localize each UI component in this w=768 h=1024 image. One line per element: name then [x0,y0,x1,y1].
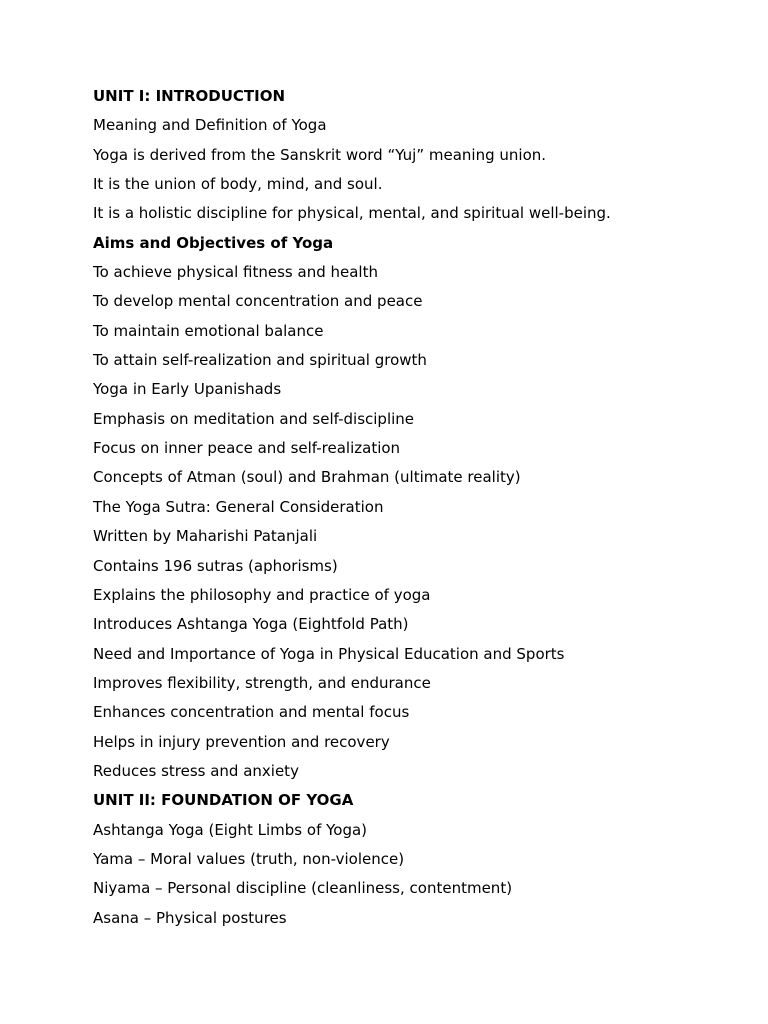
section-heading: UNIT I: INTRODUCTION [93,87,285,105]
text-line: It is the union of body, mind, and soul. [93,175,383,194]
text-line: To maintain emotional balance [93,321,324,340]
text-line: The Yoga Sutra: General Consideration [93,497,384,516]
text-line: Reduces stress and anxiety [93,761,299,780]
text-line: Focus on inner peace and self-realization [93,439,401,458]
text-line: Emphasis on meditation and self-discipline [93,409,415,428]
text-line: Introduces Ashtanga Yoga (Eightfold Path) [93,615,409,634]
text-line: Ashtanga Yoga (Eight Limbs of Yoga) [93,820,368,839]
text-line: Explains the philosophy and practice of yoga [93,585,431,604]
document-page [93,84,733,935]
section-heading: Aims and Objectives of Yoga [93,233,334,252]
text-line: Helps in injury prevention and recovery [93,732,390,751]
text-line: Concepts of Atman (soul) and Brahman (ultimate reality) [93,468,521,487]
text-line: Improves flexibility, strength, and endurance [93,673,431,692]
text-line: Niyama – Personal discipline (cleanliness, contentment) [93,879,513,898]
text-line: Asana – Physical postures [93,908,287,927]
text-line: Yoga in Early Upanishads [93,380,282,399]
text-line: Yama – Moral values (truth, non-violence) [93,849,405,868]
text-line: Yoga is derived from the Sanskrit word “Yuj” meaning union. [93,145,547,164]
text-line: To develop mental concentration and peace [93,292,423,311]
text-line: Enhances concentration and mental focus [93,703,410,722]
text-line: Meaning and Definition of Yoga [93,116,327,135]
text-line: It is a holistic discipline for physical, mental, and spiritual well-being. [93,204,611,223]
text-line: To attain self-realization and spiritual growth [93,351,427,370]
text-line: To achieve physical fitness and health [93,263,378,282]
text-line: Contains 196 sutras (aphorisms) [93,556,338,575]
section-heading: UNIT II: FOUNDATION OF YOGA [93,791,354,810]
text-line: Need and Importance of Yoga in Physical Education and Sports [93,644,565,663]
text-line: Written by Maharishi Patanjali [93,527,318,546]
